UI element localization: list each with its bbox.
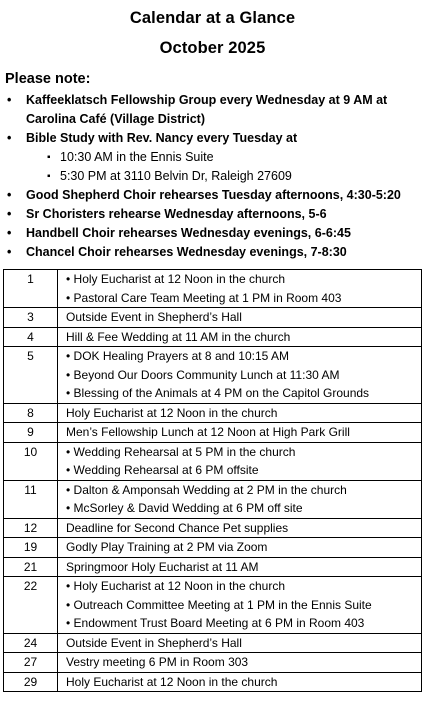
calendar-row <box>4 442 422 480</box>
notes-heading: Please note: <box>5 71 91 87</box>
note-text: Chancel Choir rehearses Wednesday evenings, 7-8:30 <box>26 245 347 259</box>
calendar-row <box>4 327 422 347</box>
calendar-events <box>58 653 422 673</box>
calendar-day: 19 <box>4 538 58 558</box>
note-item <box>2 91 423 129</box>
calendar-event: • Holy Eucharist at 12 Noon in the church <box>66 577 421 596</box>
calendar-event: • Holy Eucharist at 12 Noon in the church <box>66 270 421 289</box>
calendar-day: 4 <box>4 327 58 347</box>
notes-list <box>2 91 423 262</box>
calendar-row <box>4 672 422 692</box>
calendar-event: • Blessing of the Animals at 4 PM on the Capitol Grounds <box>66 384 421 403</box>
note-item <box>2 224 423 243</box>
calendar-row <box>4 308 422 328</box>
calendar-events <box>58 518 422 538</box>
calendar-row <box>4 423 422 443</box>
calendar-event: • Outreach Committee Meeting at 1 PM in the Ennis Suite <box>66 596 421 615</box>
calendar-row <box>4 518 422 538</box>
calendar-event: • Beyond Our Doors Community Lunch at 11:30 AM <box>66 366 421 385</box>
calendar-events <box>58 403 422 423</box>
calendar-day: 9 <box>4 423 58 443</box>
calendar-row <box>4 480 422 518</box>
note-text: Bible Study with Rev. Nancy every Tuesday at <box>26 131 298 145</box>
calendar-day: 12 <box>4 518 58 538</box>
calendar-events <box>58 327 422 347</box>
calendar-events <box>58 270 422 308</box>
page-title: Calendar at a Glance <box>129 9 296 27</box>
calendar-events <box>58 480 422 518</box>
calendar-row <box>4 270 422 308</box>
note-text: Kaffeeklatsch Fellowship Group every Wednesday at 9 AM at Carolina Café (Village District) <box>26 93 388 126</box>
calendar-event: Outside Event in Shepherd’s Hall <box>66 310 242 324</box>
calendar-events <box>58 672 422 692</box>
calendar-events <box>58 557 422 577</box>
calendar-row <box>4 538 422 558</box>
calendar-body <box>4 270 422 692</box>
note-item <box>2 243 423 262</box>
calendar-day: 10 <box>4 442 58 480</box>
calendar-event: • McSorley & David Wedding at 6 PM off site <box>66 499 421 518</box>
calendar-events <box>58 538 422 558</box>
calendar-day: 5 <box>4 347 58 404</box>
calendar-events <box>58 308 422 328</box>
calendar-day: 24 <box>4 633 58 653</box>
calendar-event: Holy Eucharist at 12 Noon in the church <box>66 405 278 420</box>
calendar-day: 1 <box>4 270 58 308</box>
calendar-event: • Dalton & Amponsah Wedding at 2 PM in the church <box>66 481 421 500</box>
calendar-event: Hill & Fee Wedding at 11 AM in the church <box>66 329 291 344</box>
calendar-row <box>4 633 422 653</box>
note-text: Handbell Choir rehearses Wednesday evenings, 6-6:45 <box>26 226 351 240</box>
note-item <box>2 129 423 186</box>
note-subitem: ▪ 5:30 PM at 3110 Belvin Dr, Raleigh 27609 <box>26 167 423 186</box>
calendar-event: • Wedding Rehearsal at 6 PM offsite <box>66 461 421 480</box>
calendar-row <box>4 347 422 404</box>
calendar-day: 27 <box>4 653 58 673</box>
calendar-event: Springmoor Holy Eucharist at 11 AM <box>66 559 259 574</box>
calendar-day: 21 <box>4 557 58 577</box>
calendar-event: Outside Event in Shepherd’s Hall <box>66 635 242 650</box>
calendar-event: Holy Eucharist at 12 Noon in the church <box>66 674 278 689</box>
calendar-day: 8 <box>4 403 58 423</box>
calendar-events <box>58 577 422 634</box>
calendar-event: • Pastoral Care Team Meeting at 1 PM in Room 403 <box>66 289 421 308</box>
calendar-event: • Endowment Trust Board Meeting at 6 PM in Room 403 <box>66 614 421 633</box>
note-text: Good Shepherd Choir rehearses Tuesday afternoons, 4:30-5:20 <box>26 188 401 202</box>
calendar-event: • Wedding Rehearsal at 5 PM in the church <box>66 443 421 462</box>
note-text: Sr Choristers rehearse Wednesday afternoons, 5-6 <box>26 207 327 221</box>
calendar-events <box>58 633 422 653</box>
calendar-row <box>4 577 422 634</box>
calendar-table <box>3 269 422 692</box>
note-sublist <box>26 148 423 186</box>
calendar-row <box>4 403 422 423</box>
calendar-day: 11 <box>4 480 58 518</box>
calendar-day: 29 <box>4 672 58 692</box>
calendar-events <box>58 347 422 404</box>
calendar-events <box>58 423 422 443</box>
calendar-event: Deadline for Second Chance Pet supplies <box>66 520 289 535</box>
calendar-events <box>58 442 422 480</box>
calendar-row <box>4 557 422 577</box>
note-subitem: ▪ 10:30 AM in the Ennis Suite <box>26 148 423 167</box>
calendar-day: 22 <box>4 577 58 634</box>
calendar-row <box>4 653 422 673</box>
calendar-event: Men’s Fellowship Lunch at 12 Noon at High Park Grill <box>66 425 350 439</box>
note-item <box>2 205 423 224</box>
calendar-day: 3 <box>4 308 58 328</box>
calendar-event: Vestry meeting 6 PM in Room 303 <box>66 655 249 669</box>
page-subtitle: October 2025 <box>159 39 266 57</box>
calendar-event: Godly Play Training at 2 PM via Zoom <box>66 540 268 554</box>
note-item <box>2 186 423 205</box>
calendar-event: • DOK Healing Prayers at 8 and 10:15 AM <box>66 347 421 366</box>
